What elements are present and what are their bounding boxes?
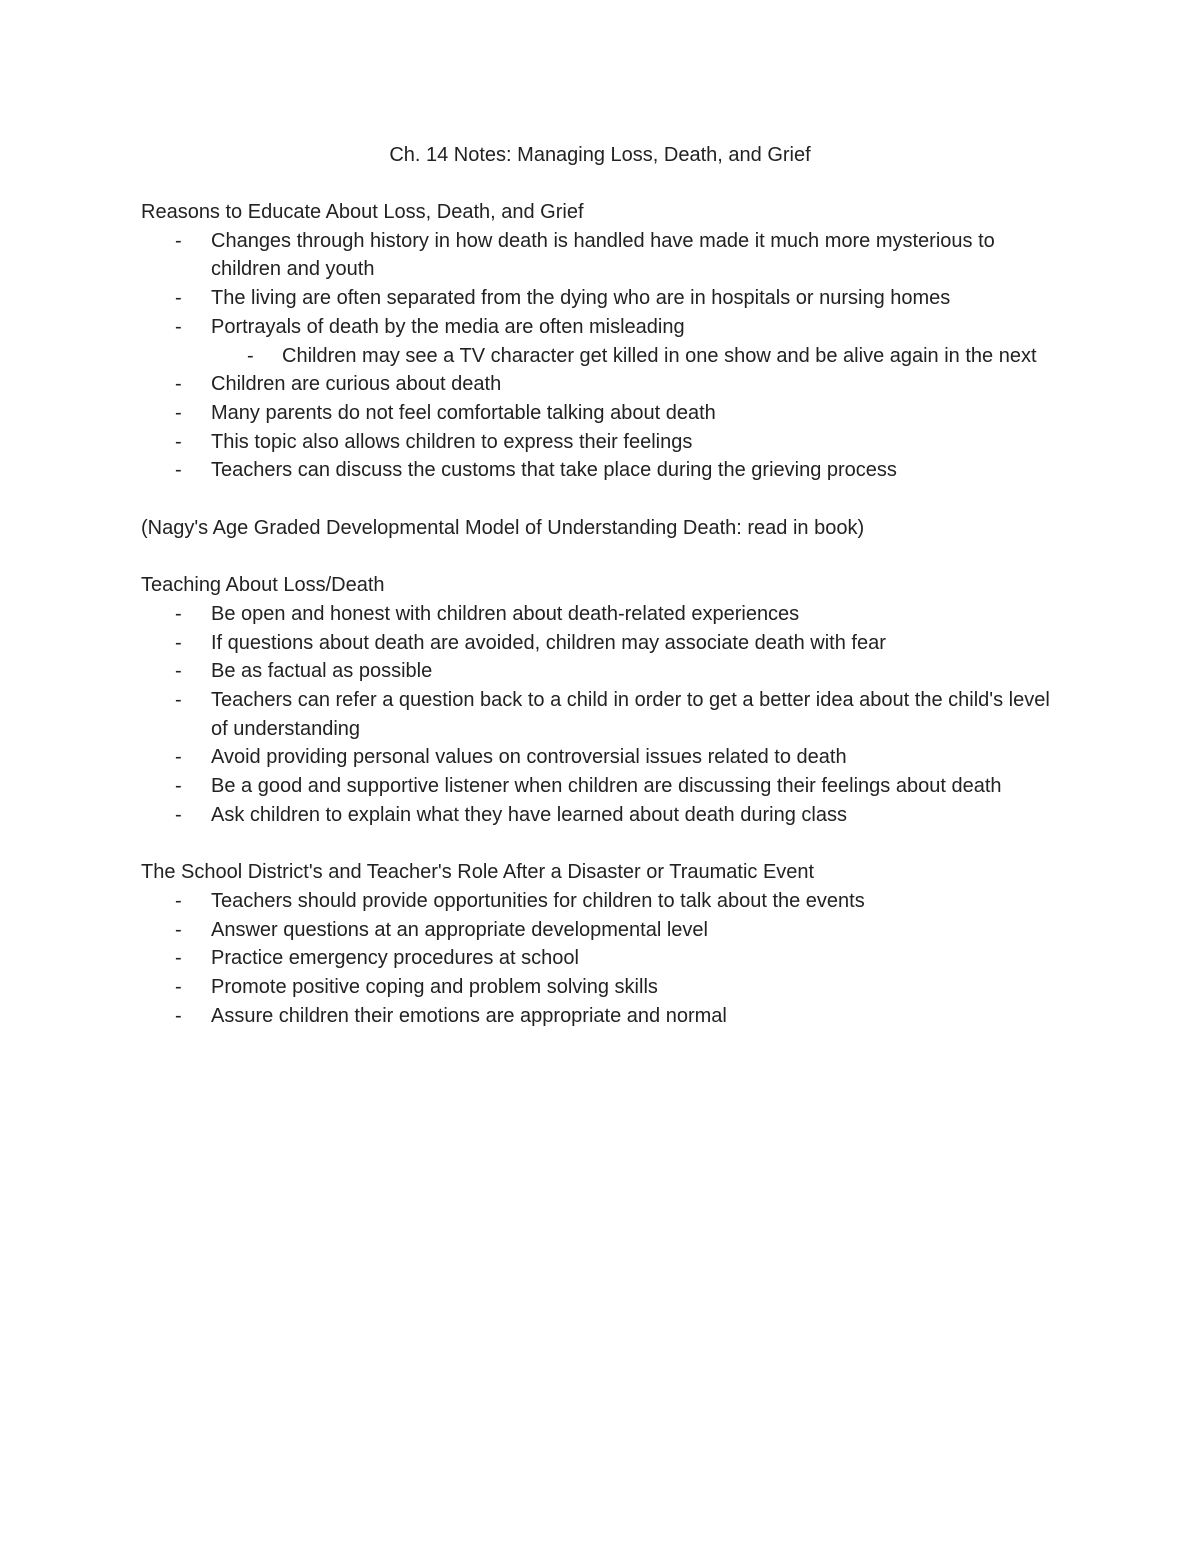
- bullet-dash: -: [175, 688, 182, 711]
- list-item-text: If questions about death are avoided, children may associate death with fear: [211, 631, 886, 654]
- bullet-dash: -: [175, 315, 182, 338]
- list-item: [141, 772, 1061, 801]
- bullet-dash: -: [175, 746, 182, 769]
- list-item-text: Teachers can refer a question back to a child in order to get a better idea about the child's level of understanding: [211, 688, 1050, 740]
- list-item-text: The living are often separated from the dying who are in hospitals or nursing homes: [211, 287, 951, 310]
- list-item: [141, 399, 1061, 428]
- bullet-dash: -: [175, 660, 182, 683]
- section-heading-reasons: Reasons to Educate About Loss, Death, and Grief: [141, 201, 584, 223]
- bullet-dash: -: [175, 1004, 182, 1027]
- list-item-text: Promote positive coping and problem solving skills: [211, 975, 658, 998]
- list-item: [141, 600, 1061, 629]
- bullet-dash: -: [175, 975, 182, 998]
- list-item: [141, 313, 1061, 370]
- list-item: [141, 370, 1061, 399]
- bullet-dash: -: [247, 344, 254, 367]
- list-item: [141, 944, 1061, 973]
- document-body: [141, 198, 1061, 1030]
- sub-list: [211, 342, 1061, 371]
- list-item: [141, 686, 1061, 743]
- list-item: [141, 456, 1061, 485]
- list-item-text: Portrayals of death by the media are often misleading: [211, 315, 685, 338]
- document-title: Ch. 14 Notes: Managing Loss, Death, and Grief: [389, 144, 811, 166]
- list-item: [141, 801, 1061, 830]
- list-item-text: This topic also allows children to express their feelings: [211, 430, 693, 453]
- list-item-text: Many parents do not feel comfortable talking about death: [211, 401, 716, 424]
- list-item: [141, 973, 1061, 1002]
- reasons-list: [141, 227, 1061, 485]
- spacer: [141, 485, 1061, 514]
- list-item-text: Ask children to explain what they have learned about death during class: [211, 803, 847, 826]
- bullet-dash: -: [175, 947, 182, 970]
- list-item-text: Be as factual as possible: [211, 660, 433, 683]
- bullet-dash: -: [175, 631, 182, 654]
- list-item-text: Be a good and supportive listener when children are discussing their feelings about death: [211, 775, 1002, 798]
- list-item-text: Avoid providing personal values on controversial issues related to death: [211, 746, 847, 769]
- bullet-dash: -: [175, 775, 182, 798]
- nagy-note: (Nagy's Age Graded Developmental Model of Understanding Death: read in book): [141, 516, 865, 539]
- teaching-list: [141, 600, 1061, 830]
- bullet-dash: -: [175, 803, 182, 826]
- list-item-text: Changes through history in how death is handled have made it much more mysterious to children and youth: [211, 229, 995, 281]
- sub-list-item: [211, 342, 1061, 371]
- spacer: [141, 542, 1061, 571]
- list-item: [141, 916, 1061, 945]
- sub-list-item-text: Children may see a TV character get killed in one show and be alive again in the next: [282, 344, 1037, 367]
- list-item: [141, 1002, 1061, 1031]
- section-heading-teaching: Teaching About Loss/Death: [141, 574, 385, 597]
- bullet-dash: -: [175, 602, 182, 625]
- list-item-text: Children are curious about death: [211, 373, 502, 396]
- section-heading-disaster: The School District's and Teacher's Role After a Disaster or Traumatic Event: [141, 861, 815, 884]
- bullet-dash: -: [175, 401, 182, 424]
- list-item-text: Teachers can discuss the customs that take place during the grieving process: [211, 459, 897, 482]
- bullet-dash: -: [175, 430, 182, 453]
- bullet-dash: -: [175, 918, 182, 941]
- list-item-text: Practice emergency procedures at school: [211, 947, 579, 970]
- list-item: [141, 887, 1061, 916]
- list-item-text: Assure children their emotions are appropriate and normal: [211, 1004, 727, 1027]
- disaster-list: [141, 887, 1061, 1031]
- list-item: [141, 227, 1061, 284]
- list-item-text: Teachers should provide opportunities for children to talk about the events: [211, 889, 865, 912]
- bullet-dash: -: [175, 889, 182, 912]
- list-item: [141, 428, 1061, 457]
- bullet-dash: -: [175, 373, 182, 396]
- list-item-text: Be open and honest with children about death-related experiences: [211, 602, 800, 625]
- list-item: [141, 284, 1061, 313]
- list-item: [141, 629, 1061, 658]
- bullet-dash: -: [175, 287, 182, 310]
- spacer: [141, 829, 1061, 858]
- bullet-dash: -: [175, 229, 182, 252]
- list-item: [141, 743, 1061, 772]
- bullet-dash: -: [175, 459, 182, 482]
- list-item: [141, 657, 1061, 686]
- list-item-text: Answer questions at an appropriate developmental level: [211, 918, 708, 941]
